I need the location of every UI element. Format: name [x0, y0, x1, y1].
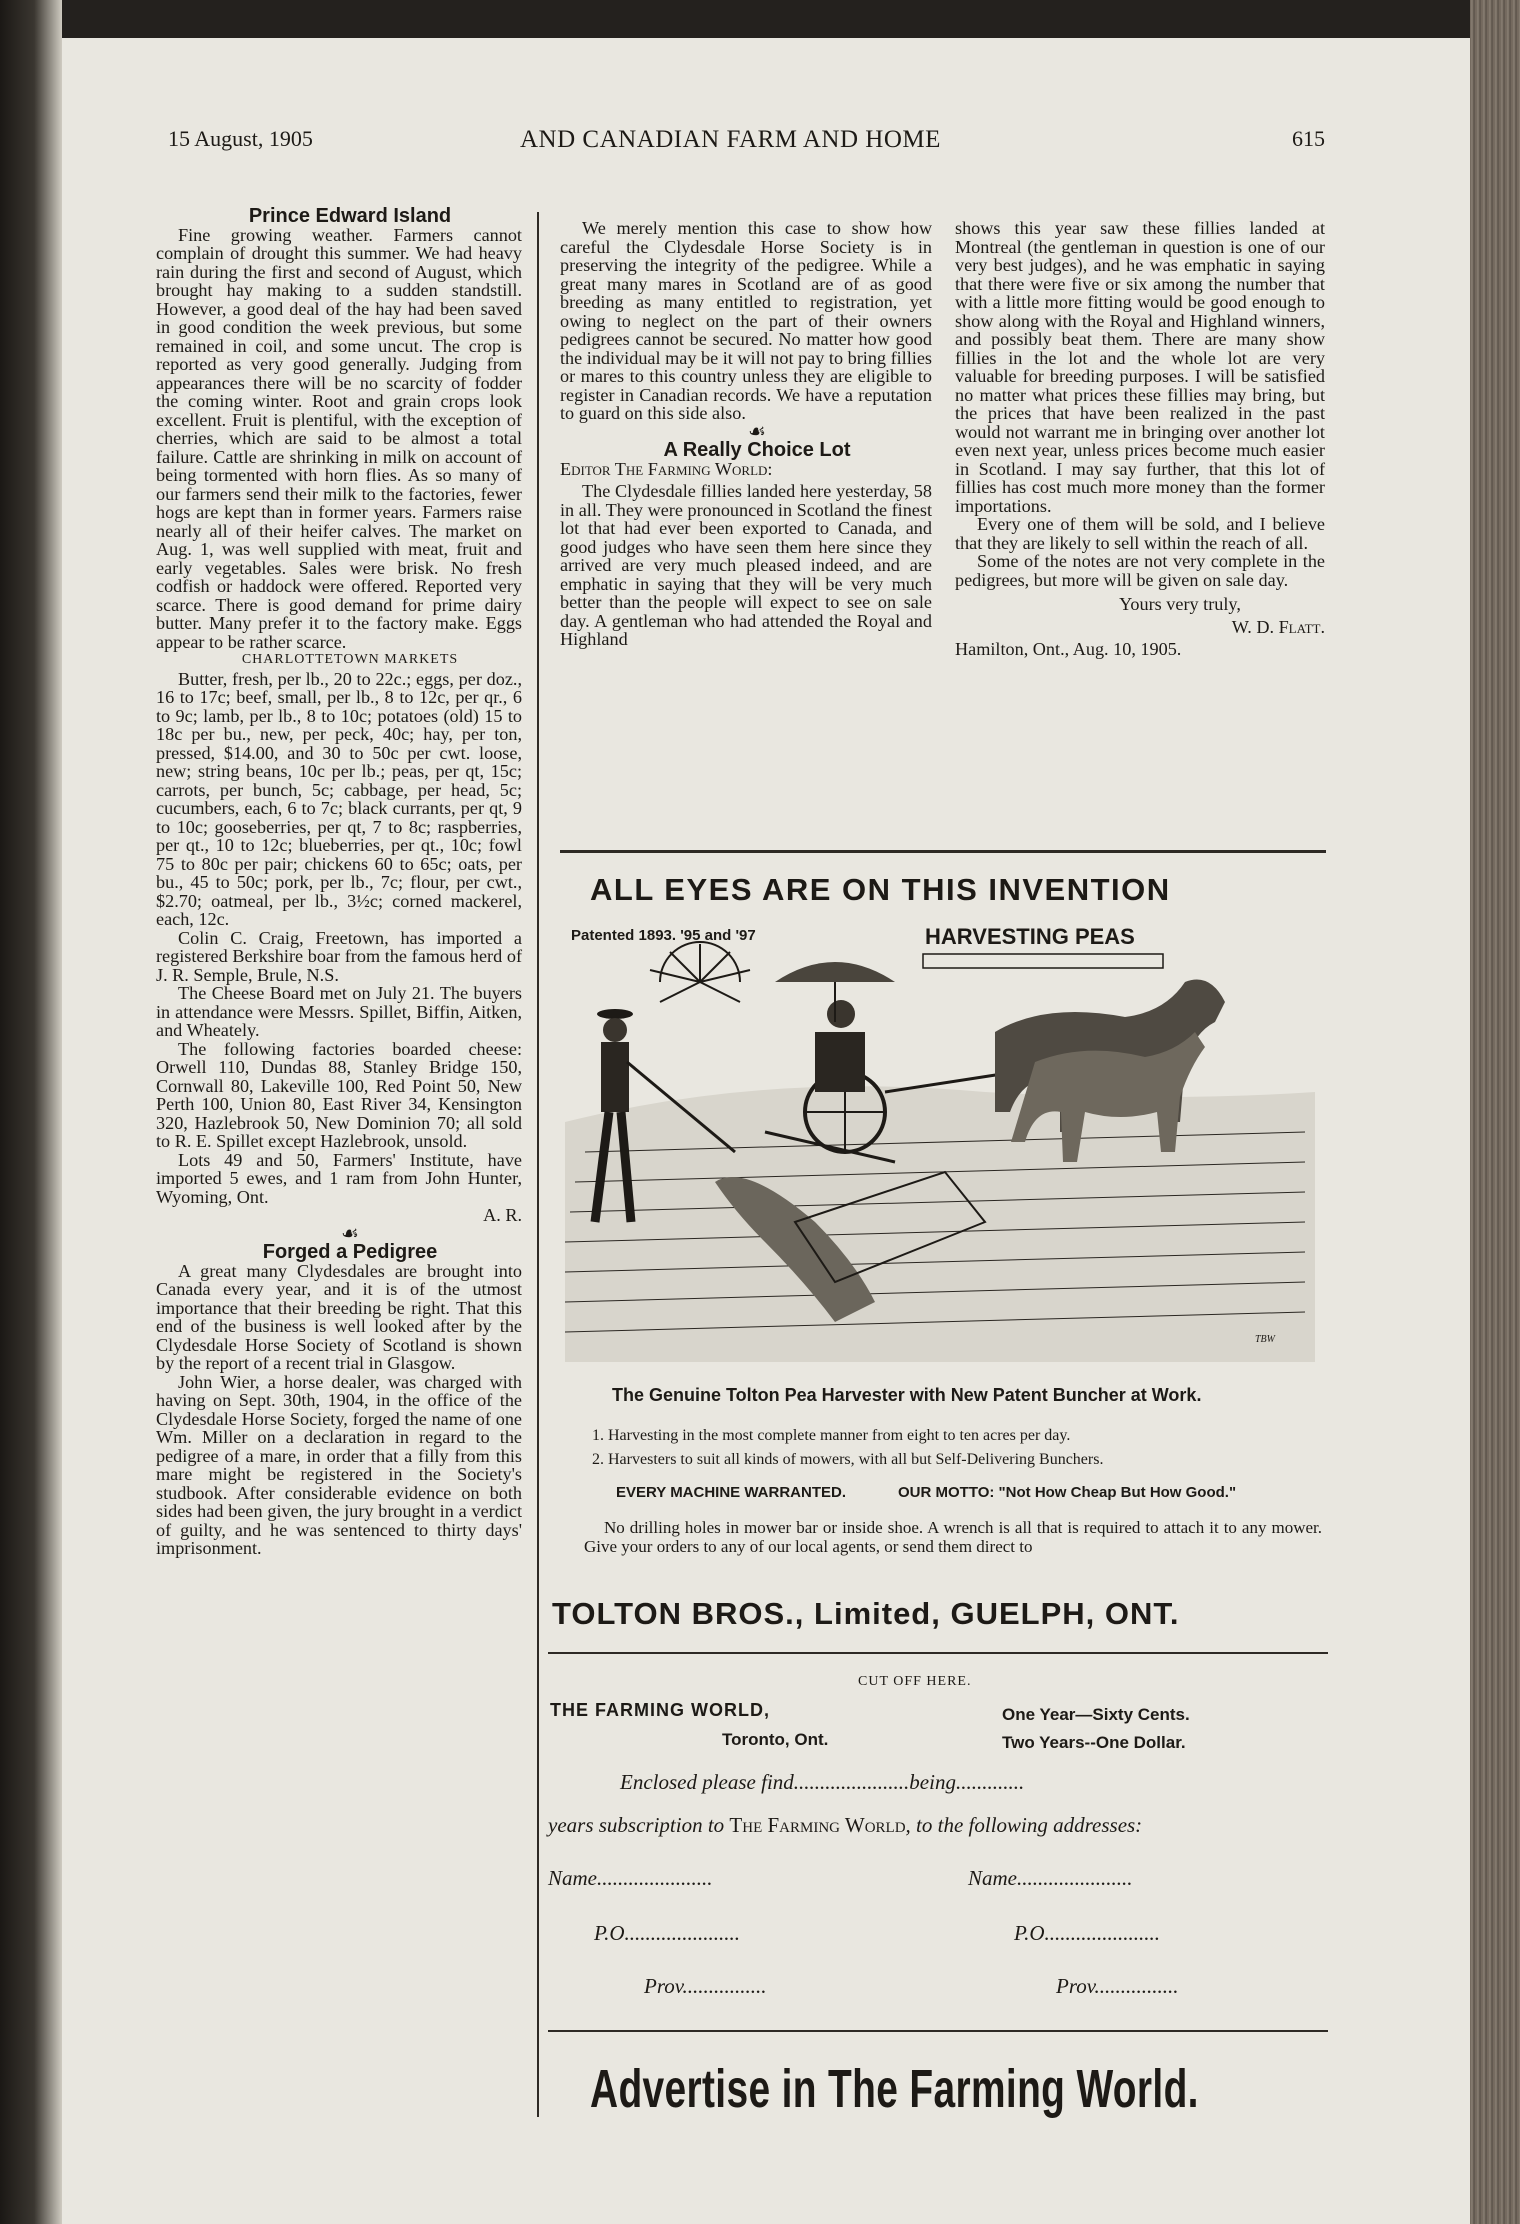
form-name-field: Name...................... [968, 1866, 1133, 1890]
article-paragraph: John Wier, a horse dealer, was charged with having on Sept. 30th, 1904, in the office of the Clydesdale Horse Society, forged the name of one Wm. Miller on a declaration in regard to the pedigree of a mare, in order that a filly from this mare might be registered in the Society's studbook. After considerable evidence on both sides had been given, the jury brought in a verdict of guilty, and he was sentenced to thirty days' imprisonment. [156, 1371, 522, 1558]
ad-motto: OUR MOTTO: "Not How Cheap But How Good." [898, 1484, 1237, 1501]
article-paragraph: The following factories boarded cheese: Orwell 110, Dundas 88, Stanley Bridge 150, Cornwall 80, Lakeville 100, Red Point 50, New Perth 100, Union 80, East River 34, Kensington 320, Hazlebrook 50, New Dominion 70; all sold to R. E. Spillet except Hazlebrook, unsold. [156, 1038, 522, 1151]
scan-top-edge [0, 0, 1520, 38]
illustration-title: HARVESTING PEAS [925, 924, 1135, 949]
heading-really-choice-lot: A Really Choice Lot [663, 439, 851, 461]
header-page-number: 615 [1292, 126, 1325, 151]
fleuron-ornament: ☙ [341, 1222, 359, 1245]
ad-warranty: EVERY MACHINE WARRANTED. [616, 1484, 847, 1501]
form-price-two-years: Two Years--One Dollar. [1002, 1733, 1186, 1752]
fleuron-ornament: ☙ [748, 420, 766, 443]
form-publisher: THE FARMING WORLD, [550, 1700, 770, 1720]
article-paragraph: shows this year saw these fillies landed at Montreal (the gentleman in question is one of our very best judges), and he was emphatic in saying that there were five or six among the number that with a little more fitting would be good enough to show along with the Royal and Highland winners, and possibly beat them. There are many show fillies in the lot and the whole lot are very valuable for breeding purposes. I will be satisfied no matter what prices these fillies may bring, but the prices that have been realized in the past would not warrant me in bringing over another lot even next year, unless prices become much easier in Scotland. I may say further, that this lot of fillies has cost much more money than the former importations. [955, 218, 1325, 516]
ad-feature-2: 2. Harvesters to suit all kinds of mowers, with all but Self-Delivering Bunchers. [592, 1451, 1104, 1468]
patent-text: Patented 1893. '95 and '97 [571, 927, 756, 944]
heading-charlottetown-markets: CHARLOTTETOWN MARKETS [241, 652, 459, 667]
form-city: Toronto, Ont. [722, 1730, 829, 1749]
column-right [955, 219, 1325, 659]
article-paragraph: Every one of them will be sold, and I believe that they are likely to sell within the reach of all. [955, 514, 1325, 553]
column-left [156, 207, 522, 1558]
scan-left-edge [0, 0, 62, 2224]
ad-top-rule [560, 850, 1326, 853]
banner-icon [923, 954, 1163, 968]
author-initials: A. R. [483, 1205, 522, 1225]
letter-salutation: Editor The Farming World: [560, 458, 773, 479]
engraver-mark: TBW [1255, 1334, 1275, 1345]
column-divider [537, 212, 539, 2117]
article-paragraph: The Cheese Board met on July 21. The buyers in attendance were Messrs. Spillet, Biffin, Aitken, and Wheately. [156, 983, 522, 1040]
pea-harvester-illustration [565, 922, 1315, 1362]
article-paragraph: A great many Clydesdales are brought into Canada every year, and it is of the utmost importance that their breeding be right. That this end of the business is well looked after by the Clydesdale Horse Society of Scotland is shown by the report of a recent trial in Glasgow. [156, 1260, 522, 1373]
article-paragraph: Lots 49 and 50, Farmers' Institute, have imported 5 ewes, and 1 ram from John Hunter, Wyoming, Ont. [156, 1149, 522, 1207]
ad-feature-1: 1. Harvesting in the most complete manner from eight to ten acres per day. [592, 1427, 1071, 1444]
ad-headline: ALL EYES ARE ON THIS INVENTION [590, 872, 1171, 907]
form-prov-field: Prov................ [1056, 1974, 1179, 1998]
ad-caption: The Genuine Tolton Pea Harvester with New Patent Buncher at Work. [612, 1385, 1202, 1405]
form-po-field: P.O...................... [1014, 1921, 1161, 1945]
sun-icon [650, 942, 750, 1002]
letter-place-date: Hamilton, Ont., Aug. 10, 1905. [955, 639, 1182, 659]
article-paragraph: Fine growing weather. Farmers cannot complain of drought this summer. We had heavy rain during the first and second of August, which brought hay making to a sudden standstill. However, a good deal of the hay had been saved in good condition the week previous, but some remained in coil, and some uncut. The crop is reported as very good generally. Judging from appearances there will be no scarcity of fodder the coming winter. Root and grain crops look excellent. Fruit is plentiful, with the exception of cherries, which are said to be almost a total failure. Cattle are shrinking in milk on account of being tormented with horn flies. As so many of our farmers send their milk to the factories, fewer hogs are kept than in former years. Farmers raise nearly all of their heifer calves. The market on Aug. 1, was well supplied with meat, fruit and early vegetables. Sales were brisk. No fresh codfish or haddock were offered. Reported very scarce. There is good demand for prime dairy butter. Many prefer it to the factory make. Eggs appear to be rather scarce. [156, 224, 522, 652]
heading-prince-edward-island: Prince Edward Island [248, 205, 452, 227]
advertise-banner: Advertise in The Farming World. [590, 2059, 1199, 2119]
form-enclosed-line: Enclosed please find......................being............. [620, 1770, 1025, 1794]
header-title: AND CANADIAN FARM AND HOME [520, 126, 941, 153]
field-ground [565, 1086, 1315, 1362]
ad-company-name: TOLTON BROS., Limited, GUELPH, ONT. [552, 1596, 1180, 1631]
form-cut-line: CUT OFF HERE. [858, 1674, 972, 1689]
article-paragraph: We merely mention this case to show how careful the Clydesdale Horse Society is in preserving the integrity of the pedigree. While a great many mares in Scotland are of as good breeding as many entitled to registration, yet owing to neglect on the part of their owners pedigrees cannot be secured. No matter how good the individual may be it will not pay to bring fillies or mares to this country unless they are eligible to register in Canadian records. We have a reputation to guard on this side also. [560, 218, 932, 423]
letter-signature: W. D. Flatt. [1231, 616, 1325, 637]
column-middle [560, 219, 932, 649]
ad-paragraph: No drilling holes in mower bar or inside shoe. A wrench is all that is required to attach it to any mower. Give your orders to any of our local agents, or send them direct to [584, 1518, 1322, 1556]
article-paragraph: The Clydesdale fillies landed here yesterday, 58 in all. They were pronounced in Scotland the finest lot that had ever been exported to Canada, and good judges who have seen them here since they arrived are very much pleased indeed, and are emphatic in saying that they will be very much better than the people will expect to see on sale day. A gentleman who had attended the Royal and Highland [560, 481, 932, 649]
ad-bottom-rule [548, 1652, 1328, 1654]
form-prov-field: Prov................ [644, 1974, 767, 1998]
book-page-edges [1470, 0, 1520, 2224]
form-bottom-rule [548, 2030, 1328, 2032]
article-paragraph: Colin C. Craig, Freetown, has imported a registered Berkshire boar from the famous herd of J. R. Semple, Brule, N.S. [156, 927, 522, 985]
heading-forged-pedigree: Forged a Pedigree [262, 1241, 438, 1263]
article-paragraph: Butter, fresh, per lb., 20 to 22c.; eggs, per doz., 16 to 17c; beef, small, per lb., 8 to 12c, per qr., 6 to 9c; lamb, per lb., 8 to 10c; potatoes (old) 15 to 18c per bu., new, per peck, 40c; hay, per ton, pressed, $14.00, and 30 to 50c per cwt. loose, new; string beans, 10c per lb.; peas, per qt, 15c; carrots, per bunch, 5c; cabbage, per head, 5c; cucumbers, each, 6 to 7c; black currants, per qt, 9 to 10c; gooseberries, per qt, 7 to 8c; raspberries, per qt., 10 to 12c; blueberries, per qt., 10c; fowl 75 to 80c per pair; chickens 60 to 65c; oats, per bu., 45 to 50c; pork, per lb., 7c; flour, per cwt., $2.70; oatmeal, per lb., 3½c; corned mackerel, each, 12c. [156, 668, 522, 929]
letter-closing: Yours very truly, [1119, 594, 1241, 614]
form-po-field: P.O...................... [594, 1921, 741, 1945]
form-subscription-line: years subscription to The Farming World, to the following addresses: [548, 1813, 1143, 1837]
header-date: 15 August, 1905 [168, 126, 313, 151]
form-price-one-year: One Year—Sixty Cents. [1002, 1705, 1190, 1724]
form-name-field: Name...................... [548, 1866, 713, 1890]
article-paragraph: Some of the notes are not very complete in the pedigrees, but more will be given on sale day. [955, 551, 1325, 590]
